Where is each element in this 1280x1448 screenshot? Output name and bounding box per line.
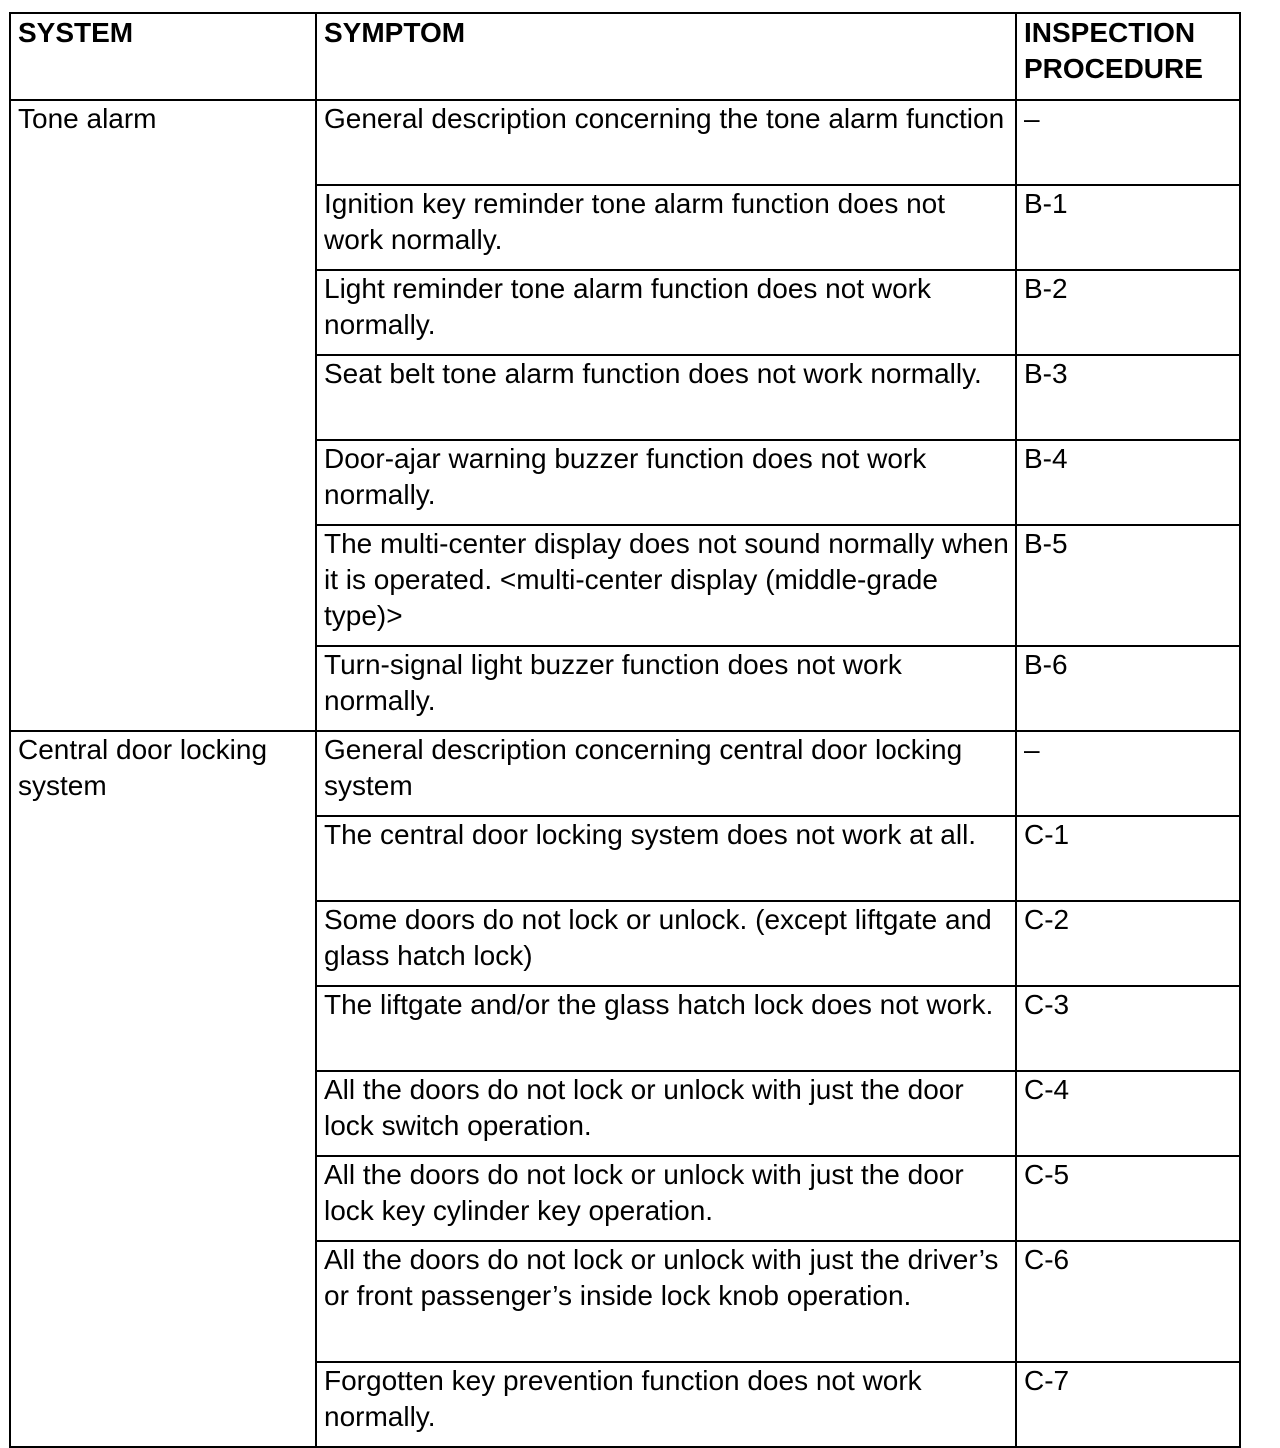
system-cell: Tone alarm [10, 100, 316, 731]
table-row [10, 100, 1240, 185]
table-body [10, 100, 1240, 1447]
procedure-cell: B-4 [1016, 440, 1240, 525]
symptom-cell: General description concerning central door locking system [316, 731, 1016, 816]
header-row [10, 13, 1240, 100]
symptom-cell: The multi-center display does not sound normally when it is operated. <multi-center display (middle-grade type)> [316, 525, 1016, 646]
header-procedure-line2: PROCEDURE [1024, 53, 1203, 84]
symptom-cell: Turn-signal light buzzer function does not work normally. [316, 646, 1016, 731]
symptom-table [9, 12, 1241, 1448]
procedure-cell: C-5 [1016, 1156, 1240, 1241]
procedure-cell: – [1016, 731, 1240, 816]
procedure-cell: B-2 [1016, 270, 1240, 355]
header-system: SYSTEM [10, 13, 316, 100]
symptom-cell: All the doors do not lock or unlock with just the door lock key cylinder key operation. [316, 1156, 1016, 1241]
procedure-cell: – [1016, 100, 1240, 185]
symptom-cell: The central door locking system does not work at all. [316, 816, 1016, 901]
symptom-cell: Ignition key reminder tone alarm function does not work normally. [316, 185, 1016, 270]
symptom-cell: General description concerning the tone alarm function [316, 100, 1016, 185]
symptom-cell: Seat belt tone alarm function does not work normally. [316, 355, 1016, 440]
procedure-cell: C-6 [1016, 1241, 1240, 1362]
symptom-cell: All the doors do not lock or unlock with just the door lock switch operation. [316, 1071, 1016, 1156]
symptom-cell: Some doors do not lock or unlock. (except liftgate and glass hatch lock) [316, 901, 1016, 986]
header-procedure-line1: INSPECTION [1024, 17, 1196, 48]
header-inspection-procedure [1016, 13, 1240, 100]
symptom-cell: Door-ajar warning buzzer function does not work normally. [316, 440, 1016, 525]
symptom-cell: The liftgate and/or the glass hatch lock does not work. [316, 986, 1016, 1071]
procedure-cell: B-3 [1016, 355, 1240, 440]
symptom-cell: Forgotten key prevention function does not work normally. [316, 1362, 1016, 1447]
procedure-cell: C-4 [1016, 1071, 1240, 1156]
procedure-cell: B-6 [1016, 646, 1240, 731]
symptom-cell: All the doors do not lock or unlock with just the driver’s or front passenger’s inside lock knob operation. [316, 1241, 1016, 1362]
procedure-cell: C-3 [1016, 986, 1240, 1071]
procedure-cell: B-1 [1016, 185, 1240, 270]
header-symptom: SYMPTOM [316, 13, 1016, 100]
procedure-cell: C-7 [1016, 1362, 1240, 1447]
procedure-cell: C-2 [1016, 901, 1240, 986]
system-cell: Central door locking system [10, 731, 316, 1447]
procedure-cell: C-1 [1016, 816, 1240, 901]
table-row [10, 731, 1240, 816]
procedure-cell: B-5 [1016, 525, 1240, 646]
symptom-cell: Light reminder tone alarm function does not work normally. [316, 270, 1016, 355]
